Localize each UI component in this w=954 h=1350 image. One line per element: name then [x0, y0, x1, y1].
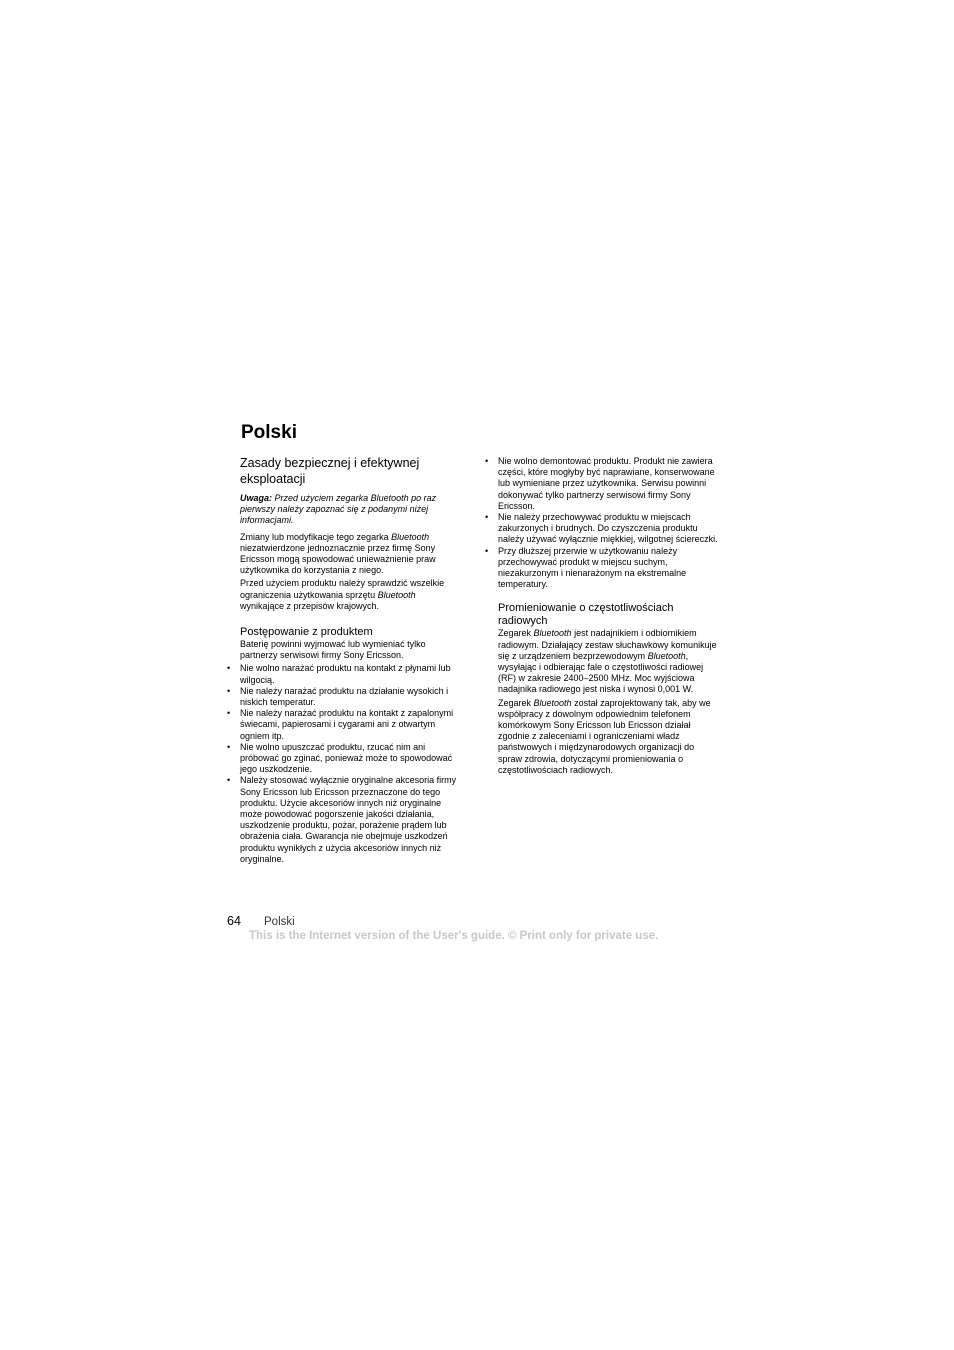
rf-paragraph [498, 628, 720, 695]
footer-section-label: Polski [264, 916, 295, 928]
compliance-paragraph [498, 698, 720, 776]
list-item: • Nie należy narażać produktu na działanie wysokich i niskich temperatur. [240, 686, 462, 708]
text-run: Zegarek [498, 697, 534, 708]
battery-paragraph: Baterię powinni wyjmować lub wymieniać tylko partnerzy serwisowi firmy Sony Ericsson. [240, 639, 426, 661]
list-item: • Nie wolno narażać produktu na kontakt z płynami lub wilgocią. [240, 663, 462, 685]
bluetooth-term: Bluetooth [647, 650, 686, 661]
note-text: Przed użyciem zegarka Bluetooth po raz pierwszy należy zapoznać się z podanymi niżej informacjami. [240, 493, 437, 526]
note-label: Uwaga: [240, 493, 273, 503]
list-item: • Należy stosować wyłącznie oryginalne akcesoria firmy Sony Ericsson lub Ericsson przeznaczone do tego produktu. Użycie akcesoriów innych niż oryginalne może powodować pogorszenie jakości działania, uszkodzenie produktu, pożar, porażenie prądem lub obrażenia ciała. Gwarancja nie obejmuje uszkodzeń produktu wynikłych z użycia akcesoriów innych niż oryginalne. [240, 775, 462, 865]
text-run: Zegarek [498, 628, 534, 639]
note-paragraph [240, 493, 462, 527]
right-column [498, 456, 720, 778]
text-run: Przed użyciem produktu należy sprawdzić wszelkie ograniczenia użytkowania sprzętu [240, 578, 445, 600]
subheading-rf-exposure: Promieniowanie o częstotliwościach radiowych [498, 602, 674, 628]
page-title: Polski [241, 422, 297, 443]
text-run: niezatwierdzone jednoznacznie przez firmę Sony Ericsson mogą spowodować unieważnienie praw użytkownika do korzystania z niego. [240, 542, 436, 576]
list-item: • Nie należy narażać produktu na kontakt z zapalonymi świecami, papierosami i cygarami ani z otwartym ogniem itp. [240, 708, 462, 742]
text-run: Zmiany lub modyfikacje tego zegarka [240, 531, 392, 542]
restrictions-paragraph [240, 578, 462, 612]
text-run: wynikające z przepisów krajowych. [240, 600, 380, 611]
bluetooth-term: Bluetooth [391, 531, 430, 542]
text-run: jest nadajnikiem i odbiornikiem radiowym. Działający zestaw słuchawkowy komunikuje się z urządzeniem bezprzewodowym [498, 628, 717, 661]
bluetooth-term: Bluetooth [533, 628, 572, 639]
list-item: • Przy dłuższej przerwie w użytkowaniu należy przechowywać produkt w miejscu suchym, niezakurzonym i nienarażonym na ekstremalne temperatury. [498, 546, 720, 591]
list-item: • Nie wolno upuszczać produktu, rzucać nim ani próbować go zginać, ponieważ może to spowodować jego uszkodzenie. [240, 742, 462, 776]
left-column [240, 455, 462, 865]
care-bullet-list-continued [498, 456, 720, 590]
list-item: • Nie należy przechowywać produktu w miejscach zakurzonych i brudnych. Do czyszczenia produktu należy używać wyłącznie miękkiej, wilgotnej ściereczki. [498, 512, 720, 546]
internet-version-notice: This is the Internet version of the User's guide. © Print only for private use. [249, 930, 659, 942]
text-run: został zaprojektowany tak, aby we współpracy z dowolnym odpowiednim telefonem komórkowym Sony Ericsson lub Ericsson działał zgodnie z zaleceniami i ograniczeniami władz państwowych i międzynarodowych organizacji do spraw zdrowia, dotyczącymi promieniowania o częstotliwościach radiowych. [498, 697, 711, 775]
section-heading-safety: Zasady bezpiecznej i efektywnej eksploatacji [240, 456, 420, 486]
care-bullet-list [240, 663, 462, 865]
list-item: • Nie wolno demontować produktu. Produkt nie zawiera części, które mogłyby być naprawiane, konserwowane lub wymieniane przez użytkownika. Serwisu powinni dokonywać tylko partnerzy serwisowi firmy Sony Ericsson. [498, 456, 720, 512]
bluetooth-term: Bluetooth [377, 589, 416, 600]
page-number: 64 [227, 914, 241, 928]
subheading-product-care: Postępowanie z produktem [240, 626, 373, 639]
modifications-paragraph [240, 532, 462, 577]
text-run: , wysyłając i odbierając fale o częstotliwości radiowej (RF) w zakresie 2400–2500 MHz. Moc wyjściowa nadajnika radiowego jest niska i wynosi 0,001 W. [498, 650, 704, 695]
bluetooth-term: Bluetooth [533, 697, 572, 708]
